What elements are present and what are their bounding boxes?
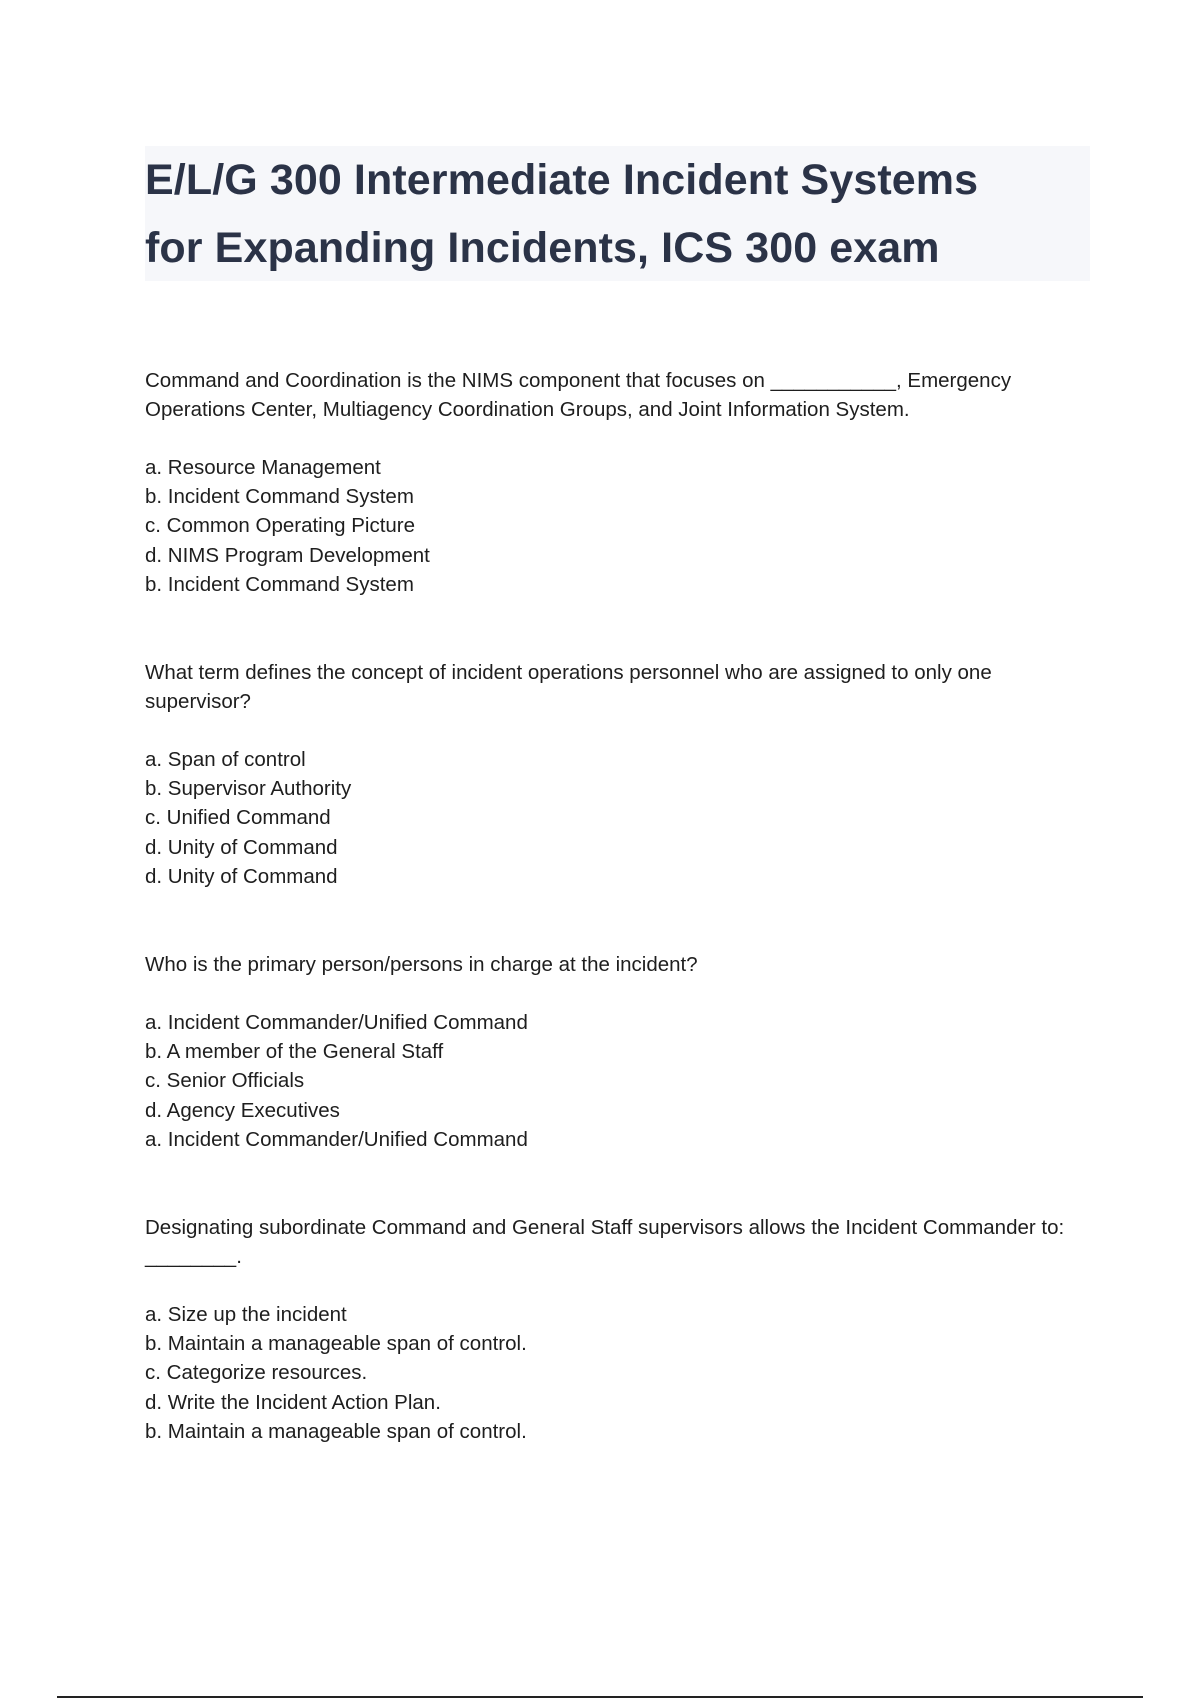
document-title: E/L/G 300 Intermediate Incident Systems for Expanding Incidents, ICS 300 exam [145, 156, 979, 272]
option-d: d. Write the Incident Action Plan. [145, 1390, 441, 1414]
question-text: Who is the primary person/persons in charge at the incident? [145, 953, 698, 977]
option-list [145, 745, 1085, 891]
answer: b. Maintain a manageable span of control. [145, 1419, 527, 1443]
question-list [145, 366, 1085, 1446]
option-a: a. Resource Management [145, 456, 381, 479]
question-text: Command and Coordination is the NIMS component that focuses on ___________, Emergency Operations Center, Multiagency Coordination Groups, and Joint Information System. [145, 369, 1012, 421]
spacer [145, 599, 1085, 658]
question-4 [145, 1213, 1085, 1446]
option-d: d. Agency Executives [145, 1098, 340, 1122]
option-d: d. Unity of Command [145, 835, 338, 859]
option-b: b. Incident Command System [145, 485, 414, 509]
option-b: b. Maintain a manageable span of control. [145, 1332, 527, 1356]
option-list [145, 1300, 1085, 1446]
option-c: c. Unified Command [145, 806, 331, 830]
spacer [145, 891, 1085, 950]
option-b: b. A member of the General Staff [145, 1040, 444, 1064]
answer: a. Incident Commander/Unified Command [145, 1127, 528, 1151]
option-a: a. Incident Commander/Unified Command [145, 1011, 528, 1035]
option-list [145, 453, 1085, 599]
question-text: Designating subordinate Command and General Staff supervisors allows the Incident Commander to: ________. [145, 1216, 1065, 1269]
option-list [145, 1008, 1085, 1154]
question-1 [145, 366, 1085, 599]
option-c: c. Common Operating Picture [145, 514, 416, 538]
answer: d. Unity of Command [145, 864, 338, 888]
option-c: c. Categorize resources. [145, 1361, 368, 1385]
question-text: What term defines the concept of incident operations personnel who are assigned to only one supervisor? [145, 661, 992, 714]
footer-divider [57, 1696, 1143, 1698]
option-a: a. Span of control [145, 748, 306, 772]
answer: b. Incident Command System [145, 572, 414, 596]
question-2 [145, 658, 1085, 891]
spacer [145, 1154, 1085, 1213]
option-b: b. Supervisor Authority [145, 777, 352, 801]
question-3 [145, 950, 1085, 1154]
option-c: c. Senior Officials [145, 1069, 305, 1093]
title-block [145, 146, 1090, 281]
option-a: a. Size up the incident [145, 1303, 347, 1327]
option-d: d. NIMS Program Development [145, 543, 430, 567]
